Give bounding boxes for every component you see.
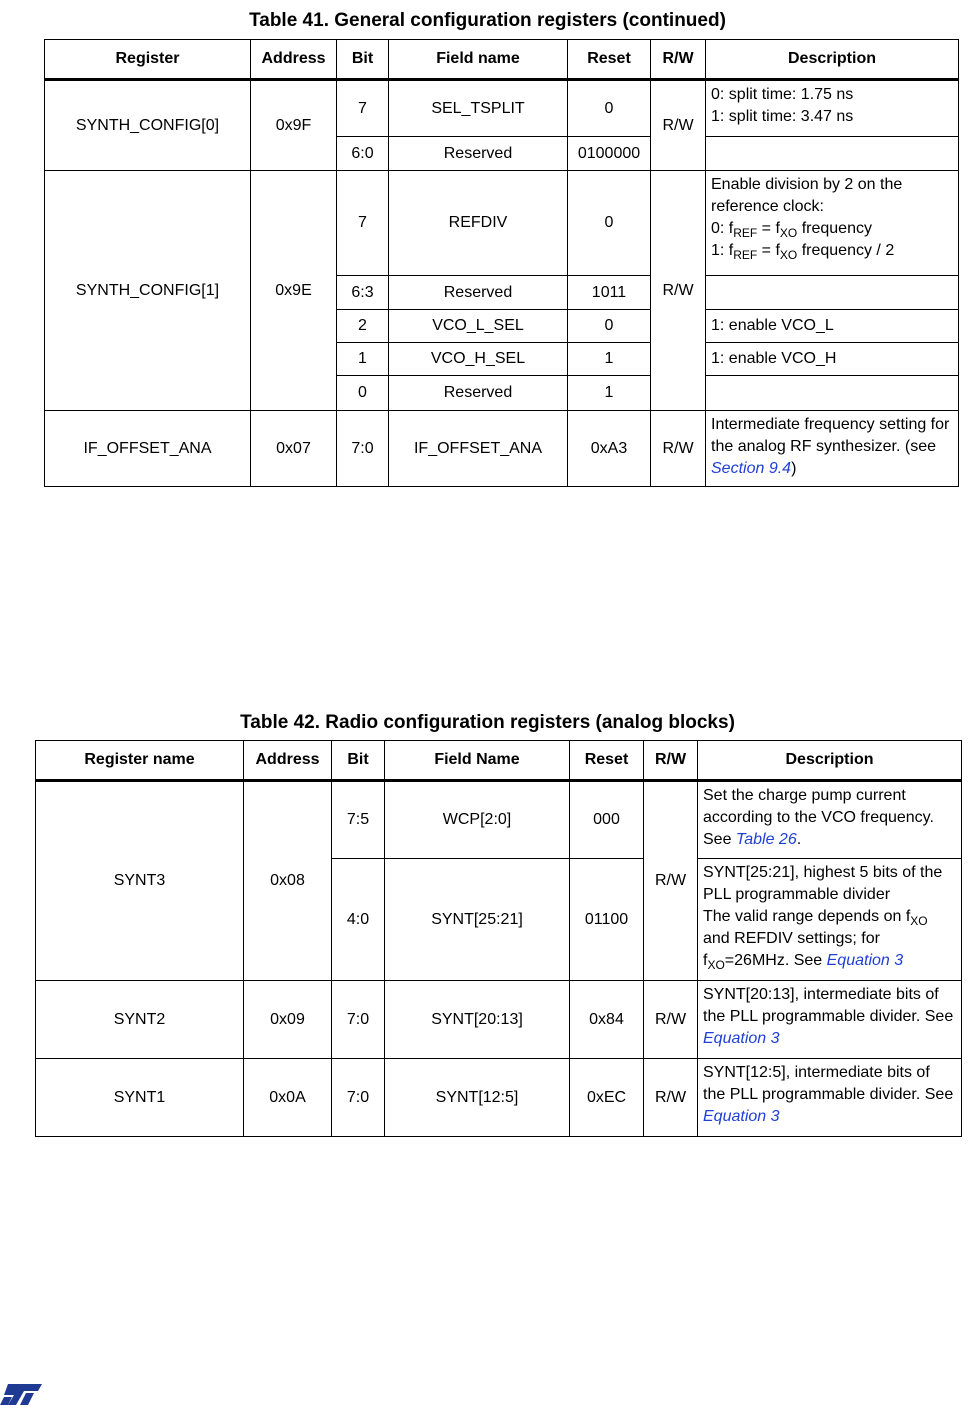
rw-cell: R/W xyxy=(644,781,698,981)
text-fragment: = f xyxy=(757,220,780,237)
rw-cell: R/W xyxy=(651,80,706,171)
text-fragment: The valid range depends on f xyxy=(703,908,911,925)
equation-link[interactable]: Equation 3 xyxy=(826,952,904,969)
text-fragment: 0: f xyxy=(711,220,734,237)
header-rw: R/W xyxy=(651,40,706,80)
bit-cell: 7:0 xyxy=(332,981,385,1059)
reset-cell: 1 xyxy=(568,376,651,411)
bit-cell: 4:0 xyxy=(332,859,385,981)
text-fragment: = f xyxy=(757,242,780,259)
description-cell xyxy=(706,80,959,137)
description-line: Enable division by 2 on the reference clock: xyxy=(711,176,903,215)
bit-cell: 7 xyxy=(337,171,389,276)
field-name-cell: SYNT[12:5] xyxy=(385,1059,570,1137)
subscript: XO xyxy=(707,958,725,972)
text-fragment: frequency / 2 xyxy=(797,242,895,259)
subscript: REF xyxy=(733,248,758,262)
reset-cell: 0100000 xyxy=(568,137,651,171)
field-name-cell: SYNT[25:21] xyxy=(385,859,570,981)
reset-cell: 0 xyxy=(568,171,651,276)
table-row xyxy=(36,981,962,1059)
register-name: SYNT3 xyxy=(36,781,244,981)
table-row xyxy=(45,171,959,276)
field-name-cell: Reserved xyxy=(389,376,568,411)
bit-cell: 6:3 xyxy=(337,276,389,310)
description-line: SYNT[25:21], highest 5 bits of the PLL programmable divider xyxy=(703,864,943,903)
register-name: SYNTH_CONFIG[1] xyxy=(45,171,251,411)
field-name-cell: VCO_H_SEL xyxy=(389,343,568,376)
description-cell xyxy=(698,781,962,859)
subscript: REF xyxy=(733,226,758,240)
reset-cell: 0 xyxy=(568,80,651,137)
text-fragment: and REFDIV settings; for f xyxy=(703,930,880,969)
description-line xyxy=(711,240,953,262)
subscript: XO xyxy=(910,914,928,928)
description-cell xyxy=(698,1059,962,1137)
description-cell: 1: enable VCO_L xyxy=(706,310,959,343)
rw-cell: R/W xyxy=(651,411,706,487)
equation-link[interactable]: Equation 3 xyxy=(703,1030,780,1047)
table41-header-row xyxy=(45,40,959,80)
st-logo-icon xyxy=(0,1382,44,1406)
description-line xyxy=(711,218,953,240)
register-name: SYNT1 xyxy=(36,1059,244,1137)
description-cell: 1: enable VCO_H xyxy=(706,343,959,376)
rw-cell: R/W xyxy=(644,1059,698,1137)
header-field-name: Field Name xyxy=(385,741,570,781)
table41-caption: Table 41. General configuration registers (continued) xyxy=(249,10,726,31)
description-cell xyxy=(706,137,959,171)
description-cell xyxy=(698,859,962,981)
table-row xyxy=(45,80,959,137)
register-address: 0x9F xyxy=(251,80,337,171)
reset-cell: 1 xyxy=(568,343,651,376)
register-address: 0x07 xyxy=(251,411,337,487)
header-address: Address xyxy=(251,40,337,80)
subscript: XO xyxy=(779,248,798,262)
description-cell xyxy=(698,981,962,1059)
description-cell xyxy=(706,276,959,310)
table-link[interactable]: Table 26 xyxy=(735,831,797,848)
header-register-name: Register name xyxy=(36,741,244,781)
register-name: IF_OFFSET_ANA xyxy=(45,411,251,487)
bit-cell: 7:5 xyxy=(332,781,385,859)
description-cell xyxy=(706,411,959,487)
description-cell xyxy=(706,171,959,276)
register-address: 0x9E xyxy=(251,171,337,411)
rw-cell: R/W xyxy=(651,171,706,411)
header-description: Description xyxy=(698,741,962,781)
header-field-name: Field name xyxy=(389,40,568,80)
field-name-cell: VCO_L_SEL xyxy=(389,310,568,343)
text-fragment: Set the charge pump current according to the VCO frequency. See xyxy=(703,787,934,848)
field-name-cell: REFDIV xyxy=(389,171,568,276)
table42 xyxy=(35,740,962,1137)
description-line xyxy=(703,906,956,972)
bit-cell: 7:0 xyxy=(337,411,389,487)
field-name-cell: Reserved xyxy=(389,276,568,310)
text-fragment: =26MHz. See xyxy=(724,952,827,969)
table-row xyxy=(45,411,959,487)
reset-cell: 1011 xyxy=(568,276,651,310)
reset-cell: 0xA3 xyxy=(568,411,651,487)
text-fragment: SYNT[20:13], intermediate bits of the PLL programmable divider. See xyxy=(703,986,954,1025)
subscript: XO xyxy=(779,226,798,240)
field-name-cell: SEL_TSPLIT xyxy=(389,80,568,137)
field-name-cell: WCP[2:0] xyxy=(385,781,570,859)
header-reset: Reset xyxy=(570,741,644,781)
bit-cell: 7 xyxy=(337,80,389,137)
rw-cell: R/W xyxy=(644,981,698,1059)
bit-cell: 0 xyxy=(337,376,389,411)
text-fragment: SYNT[12:5], intermediate bits of the PLL programmable divider. See xyxy=(703,1064,954,1103)
text-fragment: ) xyxy=(791,460,797,477)
header-description: Description xyxy=(706,40,959,80)
register-address: 0x08 xyxy=(244,781,332,981)
text-fragment: 1: f xyxy=(711,242,734,259)
reset-cell: 0xEC xyxy=(570,1059,644,1137)
bit-cell: 6:0 xyxy=(337,137,389,171)
section-link[interactable]: Section 9.4 xyxy=(711,460,792,477)
table42-header-row xyxy=(36,741,962,781)
table41 xyxy=(44,39,959,487)
text-fragment: Intermediate frequency setting for the analog RF synthesizer. (see xyxy=(711,416,950,455)
reset-cell: 0x84 xyxy=(570,981,644,1059)
reset-cell: 0 xyxy=(568,310,651,343)
header-rw: R/W xyxy=(644,741,698,781)
bit-cell: 2 xyxy=(337,310,389,343)
text-fragment: . xyxy=(796,831,802,848)
bit-cell: 1 xyxy=(337,343,389,376)
header-address: Address xyxy=(244,741,332,781)
description-line: 0: split time: 1.75 ns xyxy=(711,86,854,103)
register-name: SYNT2 xyxy=(36,981,244,1059)
header-bit: Bit xyxy=(332,741,385,781)
equation-link[interactable]: Equation 3 xyxy=(703,1108,780,1125)
description-line: 1: split time: 3.47 ns xyxy=(711,108,854,125)
header-register: Register xyxy=(45,40,251,80)
reset-cell: 01100 xyxy=(570,859,644,981)
field-name-cell: IF_OFFSET_ANA xyxy=(389,411,568,487)
text-fragment: frequency xyxy=(797,220,872,237)
register-name: SYNTH_CONFIG[0] xyxy=(45,80,251,171)
register-address: 0x0A xyxy=(244,1059,332,1137)
field-name-cell: Reserved xyxy=(389,137,568,171)
table-row xyxy=(36,781,962,859)
bit-cell: 7:0 xyxy=(332,1059,385,1137)
header-reset: Reset xyxy=(568,40,651,80)
field-name-cell: SYNT[20:13] xyxy=(385,981,570,1059)
register-address: 0x09 xyxy=(244,981,332,1059)
header-bit: Bit xyxy=(337,40,389,80)
table42-caption: Table 42. Radio configuration registers (analog blocks) xyxy=(240,712,735,733)
description-cell xyxy=(706,376,959,411)
table-row xyxy=(36,1059,962,1137)
reset-cell: 000 xyxy=(570,781,644,859)
